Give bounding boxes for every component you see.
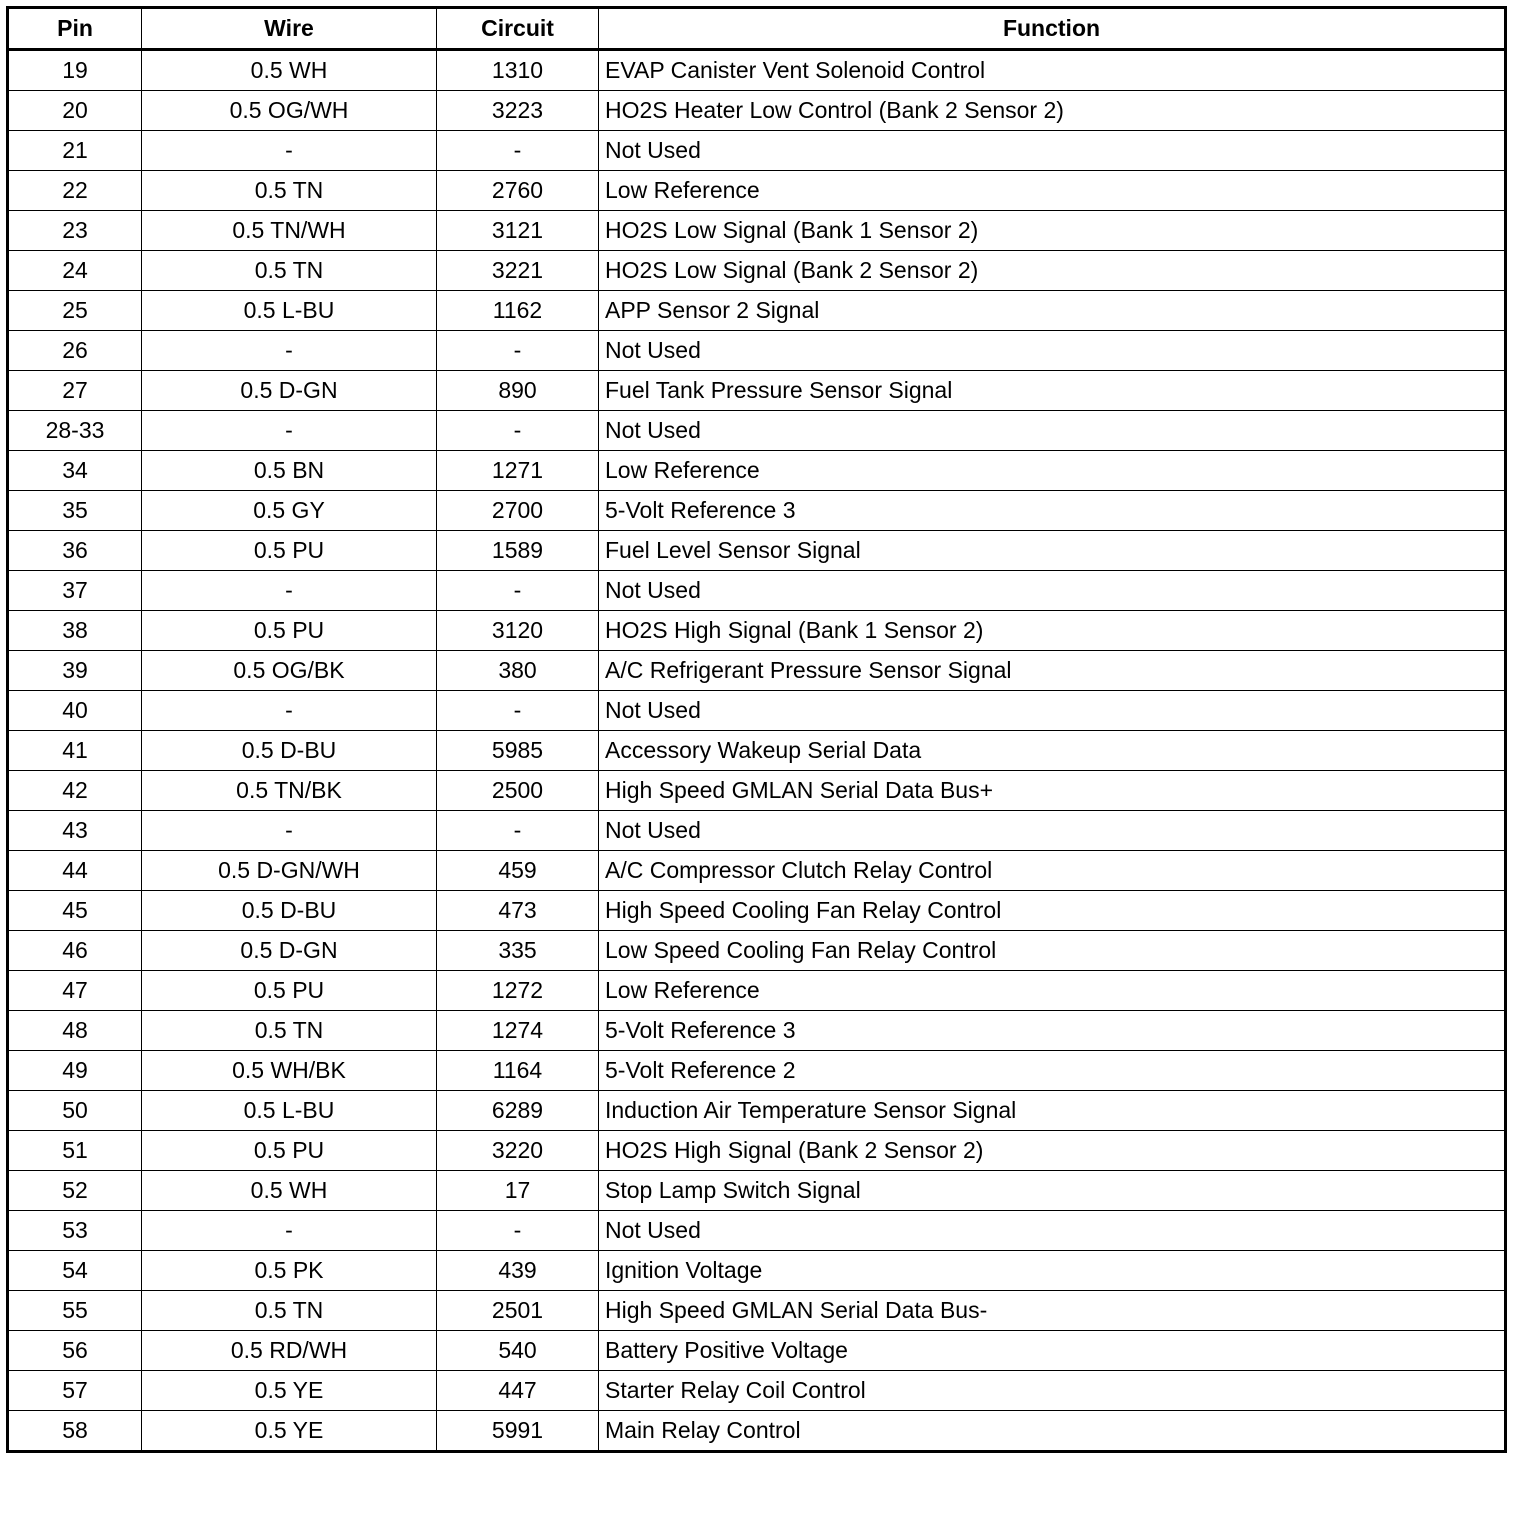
cell-circuit: 1589 <box>437 531 599 571</box>
pinout-table <box>6 6 1507 1453</box>
table-row <box>8 691 1506 731</box>
cell-function: Not Used <box>599 331 1506 371</box>
cell-pin: 57 <box>8 1371 142 1411</box>
cell-wire: 0.5 PK <box>142 1251 437 1291</box>
cell-pin: 58 <box>8 1411 142 1452</box>
cell-wire: 0.5 L-BU <box>142 1091 437 1131</box>
table-header-row <box>8 8 1506 50</box>
cell-pin: 43 <box>8 811 142 851</box>
table-row <box>8 331 1506 371</box>
table-row <box>8 211 1506 251</box>
cell-circuit: 17 <box>437 1171 599 1211</box>
cell-circuit: 380 <box>437 651 599 691</box>
cell-wire: 0.5 PU <box>142 611 437 651</box>
table-row <box>8 451 1506 491</box>
cell-wire: - <box>142 331 437 371</box>
cell-circuit: 540 <box>437 1331 599 1371</box>
cell-circuit: - <box>437 571 599 611</box>
cell-wire: 0.5 OG/WH <box>142 91 437 131</box>
cell-pin: 20 <box>8 91 142 131</box>
cell-function: Low Reference <box>599 451 1506 491</box>
table-row <box>8 491 1506 531</box>
cell-pin: 36 <box>8 531 142 571</box>
table-row <box>8 971 1506 1011</box>
cell-pin: 28-33 <box>8 411 142 451</box>
table-row <box>8 1131 1506 1171</box>
cell-pin: 39 <box>8 651 142 691</box>
header-function: Function <box>599 8 1506 50</box>
cell-function: A/C Refrigerant Pressure Sensor Signal <box>599 651 1506 691</box>
cell-circuit: 447 <box>437 1371 599 1411</box>
cell-circuit: - <box>437 131 599 171</box>
cell-function: Fuel Level Sensor Signal <box>599 531 1506 571</box>
cell-circuit: 890 <box>437 371 599 411</box>
cell-function: Not Used <box>599 811 1506 851</box>
cell-circuit: 1164 <box>437 1051 599 1091</box>
cell-function: Not Used <box>599 1211 1506 1251</box>
table-row <box>8 1091 1506 1131</box>
cell-wire: 0.5 YE <box>142 1371 437 1411</box>
cell-function: 5-Volt Reference 3 <box>599 1011 1506 1051</box>
table-row <box>8 1291 1506 1331</box>
table-row <box>8 651 1506 691</box>
table-row <box>8 931 1506 971</box>
cell-wire: 0.5 TN/BK <box>142 771 437 811</box>
cell-circuit: 1310 <box>437 50 599 91</box>
cell-circuit: 473 <box>437 891 599 931</box>
cell-pin: 42 <box>8 771 142 811</box>
cell-wire: 0.5 TN/WH <box>142 211 437 251</box>
cell-pin: 34 <box>8 451 142 491</box>
cell-circuit: 3121 <box>437 211 599 251</box>
cell-wire: 0.5 GY <box>142 491 437 531</box>
cell-circuit: - <box>437 691 599 731</box>
cell-function: Stop Lamp Switch Signal <box>599 1171 1506 1211</box>
cell-wire: 0.5 D-GN <box>142 931 437 971</box>
table-row <box>8 1251 1506 1291</box>
cell-pin: 46 <box>8 931 142 971</box>
cell-pin: 19 <box>8 50 142 91</box>
cell-circuit: 335 <box>437 931 599 971</box>
table-body <box>8 50 1506 1452</box>
cell-pin: 48 <box>8 1011 142 1051</box>
cell-function: High Speed GMLAN Serial Data Bus- <box>599 1291 1506 1331</box>
cell-wire: 0.5 WH <box>142 50 437 91</box>
cell-pin: 25 <box>8 291 142 331</box>
cell-pin: 23 <box>8 211 142 251</box>
cell-function: HO2S Low Signal (Bank 2 Sensor 2) <box>599 251 1506 291</box>
cell-pin: 44 <box>8 851 142 891</box>
cell-circuit: 2760 <box>437 171 599 211</box>
cell-wire: 0.5 TN <box>142 251 437 291</box>
cell-function: Fuel Tank Pressure Sensor Signal <box>599 371 1506 411</box>
cell-wire: 0.5 WH/BK <box>142 1051 437 1091</box>
cell-function: Low Speed Cooling Fan Relay Control <box>599 931 1506 971</box>
cell-wire: - <box>142 571 437 611</box>
header-circuit: Circuit <box>437 8 599 50</box>
cell-function: Starter Relay Coil Control <box>599 1371 1506 1411</box>
table-row <box>8 291 1506 331</box>
cell-pin: 22 <box>8 171 142 211</box>
cell-circuit: 3223 <box>437 91 599 131</box>
cell-pin: 52 <box>8 1171 142 1211</box>
cell-pin: 51 <box>8 1131 142 1171</box>
cell-function: Low Reference <box>599 171 1506 211</box>
cell-wire: 0.5 PU <box>142 531 437 571</box>
cell-wire: 0.5 PU <box>142 971 437 1011</box>
cell-circuit: 439 <box>437 1251 599 1291</box>
cell-pin: 54 <box>8 1251 142 1291</box>
cell-pin: 40 <box>8 691 142 731</box>
cell-function: Accessory Wakeup Serial Data <box>599 731 1506 771</box>
table-row <box>8 251 1506 291</box>
cell-circuit: - <box>437 811 599 851</box>
cell-function: Low Reference <box>599 971 1506 1011</box>
table-row <box>8 131 1506 171</box>
cell-circuit: 2700 <box>437 491 599 531</box>
cell-wire: 0.5 D-BU <box>142 891 437 931</box>
cell-circuit: 2500 <box>437 771 599 811</box>
cell-pin: 37 <box>8 571 142 611</box>
cell-circuit: 2501 <box>437 1291 599 1331</box>
table-row <box>8 411 1506 451</box>
cell-wire: - <box>142 411 437 451</box>
cell-circuit: 6289 <box>437 1091 599 1131</box>
cell-wire: - <box>142 811 437 851</box>
cell-circuit: - <box>437 1211 599 1251</box>
table-row <box>8 1411 1506 1452</box>
cell-circuit: 1274 <box>437 1011 599 1051</box>
cell-circuit: 3221 <box>437 251 599 291</box>
cell-function: HO2S Low Signal (Bank 1 Sensor 2) <box>599 211 1506 251</box>
cell-wire: 0.5 RD/WH <box>142 1331 437 1371</box>
cell-wire: 0.5 OG/BK <box>142 651 437 691</box>
cell-circuit: 5991 <box>437 1411 599 1452</box>
cell-circuit: 1271 <box>437 451 599 491</box>
cell-circuit: 459 <box>437 851 599 891</box>
connector-pinout-document <box>6 6 1507 1453</box>
cell-function: HO2S High Signal (Bank 2 Sensor 2) <box>599 1131 1506 1171</box>
cell-function: HO2S High Signal (Bank 1 Sensor 2) <box>599 611 1506 651</box>
table-row <box>8 851 1506 891</box>
cell-function: HO2S Heater Low Control (Bank 2 Sensor 2) <box>599 91 1506 131</box>
cell-circuit: - <box>437 411 599 451</box>
table-row <box>8 1051 1506 1091</box>
cell-function: EVAP Canister Vent Solenoid Control <box>599 50 1506 91</box>
table-row <box>8 171 1506 211</box>
cell-wire: 0.5 TN <box>142 171 437 211</box>
table-row <box>8 891 1506 931</box>
cell-pin: 55 <box>8 1291 142 1331</box>
cell-wire: 0.5 TN <box>142 1011 437 1051</box>
cell-wire: 0.5 YE <box>142 1411 437 1452</box>
table-row <box>8 571 1506 611</box>
cell-wire: 0.5 D-GN/WH <box>142 851 437 891</box>
cell-wire: 0.5 D-BU <box>142 731 437 771</box>
cell-pin: 45 <box>8 891 142 931</box>
cell-circuit: 3120 <box>437 611 599 651</box>
cell-circuit: 5985 <box>437 731 599 771</box>
cell-pin: 24 <box>8 251 142 291</box>
table-row <box>8 91 1506 131</box>
table-row <box>8 1171 1506 1211</box>
cell-wire: 0.5 WH <box>142 1171 437 1211</box>
cell-wire: 0.5 TN <box>142 1291 437 1331</box>
cell-function: High Speed GMLAN Serial Data Bus+ <box>599 771 1506 811</box>
cell-function: Battery Positive Voltage <box>599 1331 1506 1371</box>
cell-wire: - <box>142 691 437 731</box>
cell-function: High Speed Cooling Fan Relay Control <box>599 891 1506 931</box>
header-pin: Pin <box>8 8 142 50</box>
cell-function: Induction Air Temperature Sensor Signal <box>599 1091 1506 1131</box>
cell-pin: 26 <box>8 331 142 371</box>
cell-pin: 49 <box>8 1051 142 1091</box>
cell-wire: - <box>142 1211 437 1251</box>
cell-function: Main Relay Control <box>599 1411 1506 1452</box>
cell-function: Ignition Voltage <box>599 1251 1506 1291</box>
cell-pin: 21 <box>8 131 142 171</box>
cell-circuit: 3220 <box>437 1131 599 1171</box>
cell-function: Not Used <box>599 691 1506 731</box>
cell-circuit: 1272 <box>437 971 599 1011</box>
table-row <box>8 731 1506 771</box>
cell-circuit: - <box>437 331 599 371</box>
cell-wire: 0.5 D-GN <box>142 371 437 411</box>
table-row <box>8 1011 1506 1051</box>
table-row <box>8 811 1506 851</box>
cell-function: 5-Volt Reference 2 <box>599 1051 1506 1091</box>
table-row <box>8 1331 1506 1371</box>
cell-function: Not Used <box>599 571 1506 611</box>
cell-wire: 0.5 PU <box>142 1131 437 1171</box>
cell-wire: 0.5 L-BU <box>142 291 437 331</box>
cell-pin: 56 <box>8 1331 142 1371</box>
table-row <box>8 531 1506 571</box>
cell-function: A/C Compressor Clutch Relay Control <box>599 851 1506 891</box>
cell-pin: 53 <box>8 1211 142 1251</box>
table-row <box>8 1211 1506 1251</box>
cell-pin: 47 <box>8 971 142 1011</box>
table-row <box>8 771 1506 811</box>
cell-pin: 38 <box>8 611 142 651</box>
table-row <box>8 611 1506 651</box>
cell-circuit: 1162 <box>437 291 599 331</box>
table-row <box>8 1371 1506 1411</box>
cell-pin: 27 <box>8 371 142 411</box>
cell-pin: 41 <box>8 731 142 771</box>
cell-wire: 0.5 BN <box>142 451 437 491</box>
cell-function: APP Sensor 2 Signal <box>599 291 1506 331</box>
header-wire: Wire <box>142 8 437 50</box>
cell-function: Not Used <box>599 411 1506 451</box>
cell-wire: - <box>142 131 437 171</box>
table-row <box>8 371 1506 411</box>
cell-function: Not Used <box>599 131 1506 171</box>
cell-pin: 35 <box>8 491 142 531</box>
table-row <box>8 50 1506 91</box>
cell-pin: 50 <box>8 1091 142 1131</box>
cell-function: 5-Volt Reference 3 <box>599 491 1506 531</box>
